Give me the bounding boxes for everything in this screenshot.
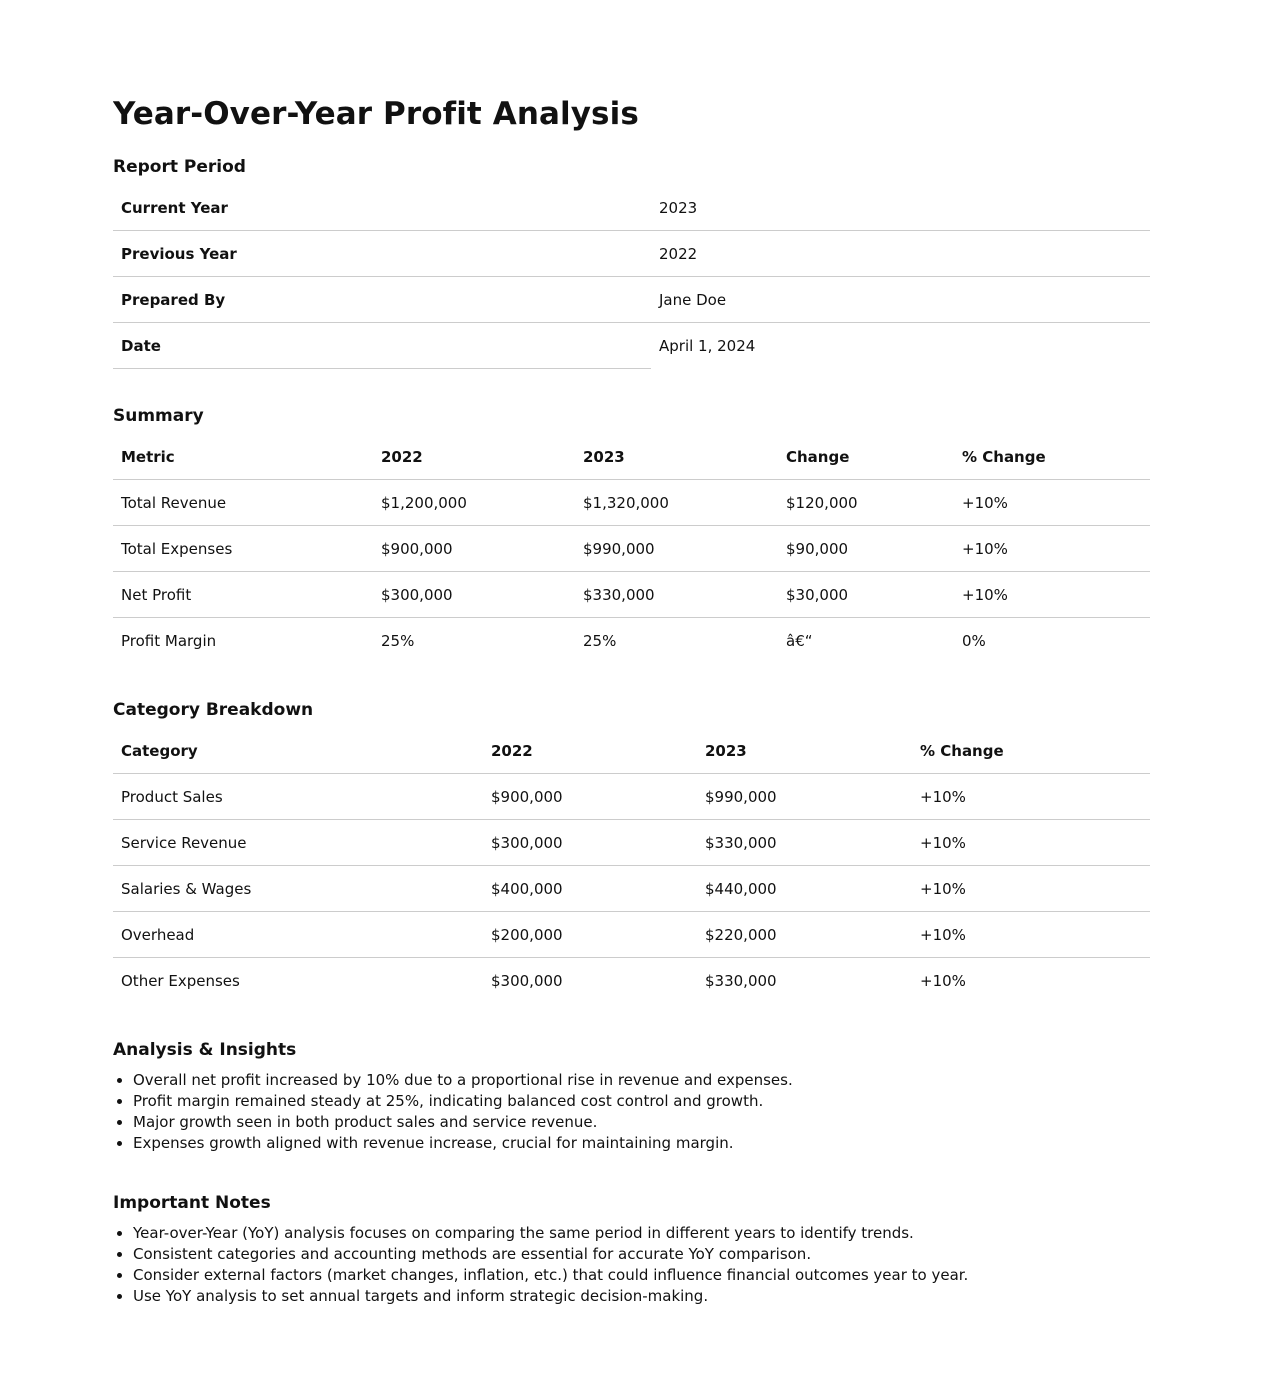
column-header: Category — [113, 728, 483, 774]
table-cell: $330,000 — [705, 971, 777, 990]
column-header: Change — [778, 434, 954, 480]
table-cell: Profit Margin — [121, 631, 217, 650]
table-cell: $990,000 — [575, 526, 778, 572]
list-item: • Expenses growth aligned with revenue increase, crucial for maintaining margin. — [133, 1133, 1150, 1154]
report-page — [113, 0, 1150, 1306]
table-cell: $300,000 — [483, 820, 697, 866]
table-cell: 0% — [962, 631, 986, 650]
table-cell: $1,320,000 — [575, 480, 778, 526]
meta-value: April 1, 2024 — [659, 336, 756, 355]
table-row — [113, 572, 1150, 618]
table-cell: $900,000 — [373, 526, 575, 572]
table-cell: Total Revenue — [113, 480, 373, 526]
table-cell: $90,000 — [778, 526, 954, 572]
table-row — [113, 618, 1150, 664]
table-row — [113, 480, 1150, 526]
table-cell: Overhead — [113, 912, 483, 958]
table-row — [113, 185, 1150, 231]
list-item: • Consider external factors (market changes, inflation, etc.) that could influence financial outcomes year to year. — [133, 1265, 1150, 1286]
meta-value: 2023 — [651, 185, 1150, 231]
table-cell: $440,000 — [697, 866, 912, 912]
table-cell: +10% — [912, 774, 1150, 820]
table-row — [113, 820, 1150, 866]
table-row — [113, 774, 1150, 820]
summary-table — [113, 434, 1150, 663]
table-cell: $220,000 — [697, 912, 912, 958]
meta-label: Previous Year — [113, 231, 651, 277]
meta-label: Prepared By — [113, 277, 651, 323]
list-item: • Overall net profit increased by 10% due to a proportional rise in revenue and expenses. — [133, 1070, 1150, 1091]
table-cell: $330,000 — [697, 820, 912, 866]
table-row — [113, 958, 1150, 1004]
table-cell: â€“ — [786, 631, 813, 650]
list-item: • Consistent categories and accounting methods are essential for accurate YoY comparison. — [133, 1244, 1150, 1265]
list-item: • Use YoY analysis to set annual targets and inform strategic decision-making. — [133, 1286, 1150, 1306]
category-breakdown-section — [113, 700, 1150, 1003]
table-cell: +10% — [912, 866, 1150, 912]
column-header: % Change — [912, 728, 1150, 774]
summary-section — [113, 406, 1150, 663]
analysis-list — [113, 1070, 1150, 1154]
analysis-section — [113, 1040, 1150, 1154]
column-header: % Change — [954, 434, 1150, 480]
table-cell: +10% — [954, 526, 1150, 572]
table-cell: Product Sales — [113, 774, 483, 820]
list-item: • Major growth seen in both product sales and service revenue. — [133, 1112, 1150, 1133]
list-item: • Profit margin remained steady at 25%, indicating balanced cost control and growth. — [133, 1091, 1150, 1112]
table-cell: 25% — [583, 631, 617, 650]
table-cell: $330,000 — [575, 572, 778, 618]
category-breakdown-table — [113, 728, 1150, 1003]
table-cell: $1,200,000 — [373, 480, 575, 526]
table-header-row — [113, 728, 1150, 774]
column-header: 2022 — [483, 728, 697, 774]
column-header: 2022 — [373, 434, 575, 480]
meta-value: Jane Doe — [651, 277, 1150, 323]
table-cell: +10% — [954, 480, 1150, 526]
table-cell: Salaries & Wages — [113, 866, 483, 912]
table-cell: $990,000 — [697, 774, 912, 820]
table-cell: $300,000 — [491, 971, 563, 990]
notes-list — [113, 1223, 1150, 1306]
table-cell: +10% — [920, 971, 966, 990]
analysis-heading: Analysis & Insights — [113, 1040, 297, 1060]
table-cell: Net Profit — [113, 572, 373, 618]
meta-label: Date — [113, 323, 651, 369]
meta-label: Current Year — [113, 185, 651, 231]
report-period-heading: Report Period — [113, 157, 246, 177]
page-title: Year-Over-Year Profit Analysis — [113, 96, 639, 132]
column-header: Metric — [113, 434, 373, 480]
category-breakdown-heading: Category Breakdown — [113, 700, 314, 720]
table-cell: $120,000 — [778, 480, 954, 526]
report-period-table — [113, 185, 1150, 369]
table-cell: +10% — [912, 820, 1150, 866]
report-period-section — [113, 157, 1150, 369]
table-cell: $300,000 — [373, 572, 575, 618]
table-cell: Service Revenue — [113, 820, 483, 866]
notes-heading: Important Notes — [113, 1193, 271, 1213]
table-row — [113, 866, 1150, 912]
table-cell: $30,000 — [778, 572, 954, 618]
table-cell: Total Expenses — [113, 526, 373, 572]
table-row — [113, 912, 1150, 958]
summary-heading: Summary — [113, 406, 204, 426]
table-cell: 25% — [381, 631, 415, 650]
table-cell: +10% — [954, 572, 1150, 618]
table-cell: $400,000 — [483, 866, 697, 912]
table-row — [113, 277, 1150, 323]
table-cell: Other Expenses — [121, 971, 240, 990]
table-cell: $900,000 — [483, 774, 697, 820]
table-header-row — [113, 434, 1150, 480]
table-row — [113, 231, 1150, 277]
table-cell: $200,000 — [483, 912, 697, 958]
column-header: 2023 — [575, 434, 778, 480]
notes-section — [113, 1193, 1150, 1306]
column-header: 2023 — [697, 728, 912, 774]
table-row — [113, 526, 1150, 572]
list-item: • Year-over-Year (YoY) analysis focuses on comparing the same period in different years to identify trends. — [133, 1223, 1150, 1244]
table-row — [113, 323, 1150, 369]
table-cell: +10% — [912, 912, 1150, 958]
meta-value: 2022 — [651, 231, 1150, 277]
